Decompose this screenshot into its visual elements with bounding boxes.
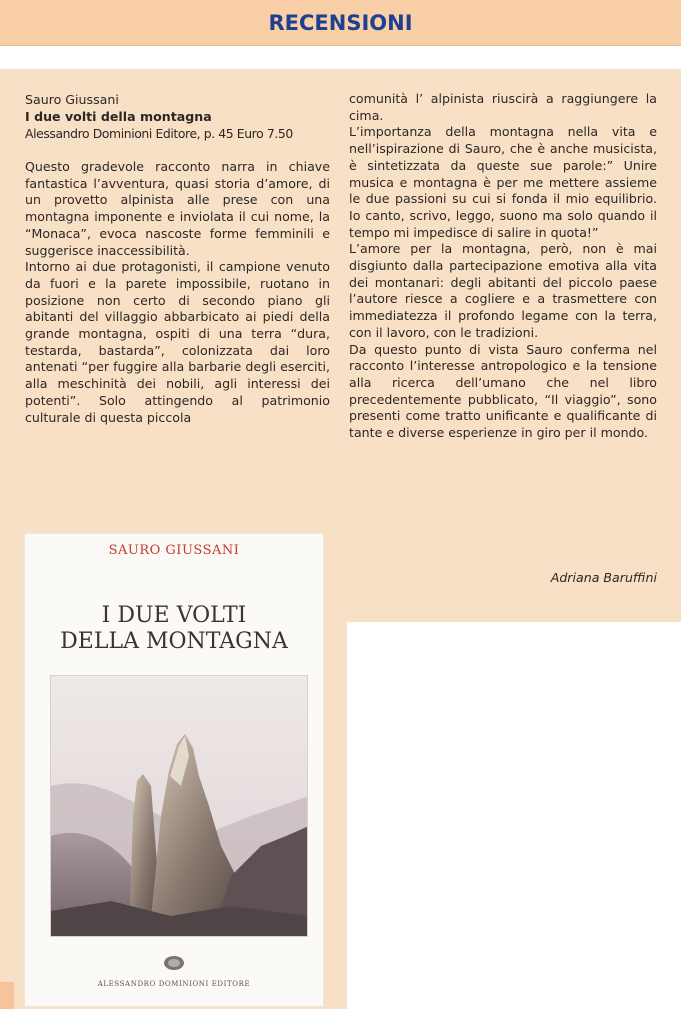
panel-cutout	[347, 622, 681, 1009]
review-paragraph: L’importanza della montagna nella vita e nell’ispirazione di Sauro, che è anche musicista, è sintetizzata da queste sue parole:” Unire musica e montagna è per me mettere assieme le due passioni su cui si fonda il mio equilibrio. Io canto, scrivo, leggo, suono ma solo quando il tempo mi impedisce di salire in quota!”	[349, 124, 657, 240]
review-right-column	[349, 91, 657, 442]
header-gap	[0, 47, 681, 69]
cover-title	[25, 603, 323, 655]
review-signature: Adriana Baruffini	[550, 570, 657, 585]
review-paragraph: comunità l’ alpinista riuscirà a raggiungere la cima.	[349, 91, 657, 123]
review-book-title: I due volti della montagna	[25, 109, 212, 124]
mountain-illustration	[50, 675, 308, 937]
section-title: RECENSIONI	[268, 10, 413, 35]
review-paragraph: Da questo punto di vista Sauro conferma nel racconto l’interesse antropologico e la tensione alla ricerca dell’umano che nel libro precedentemente pubblicato, “Il viaggio”, sono presenti come tratto unificante e qualificante di tante e diverse esperienze in giro per il mondo.	[349, 341, 657, 441]
publisher-logo-icon	[163, 955, 185, 971]
book-cover	[24, 533, 324, 1007]
review-left-column	[25, 91, 330, 426]
section-header	[0, 0, 681, 46]
cover-title-line: DELLA MONTAGNA	[60, 629, 288, 654]
cover-author: SAURO GIUSSANI	[108, 543, 240, 558]
review-author: Sauro Giussani	[25, 92, 119, 107]
cover-title-line: I DUE VOLTI	[101, 603, 247, 628]
review-publisher-line: Alessandro Dominioni Editore, p. 45 Euro 7.50	[25, 126, 293, 141]
review-paragraph: Intorno ai due protagonisti, il campione venuto da fuori e la parete impossibile, ruotano in posizione non certo di secondo piano gli abitanti del villaggio abbarbicato ai piedi della grande montagna, ospiti di una terra “dura, testarda, bastarda”, colonizzata dai loro antenati “per fuggire alla barbarie degli eserciti, alla meschinità dei nobili, agli interessi dei potenti”. Solo attingendo al patrimonio culturale di questa piccola	[25, 259, 330, 425]
review-paragraph: L’amore per la montagna, però, non è mai disgiunto dalla partecipazione emotiva alla vita dei montanari: degli abitanti del piccolo paese l’autore riesce a cogliere e a trasmettere con immediatezza il profondo legame con la terra, con il lavoro, con le tradizioni.	[349, 241, 657, 340]
margin-strip	[0, 982, 14, 1009]
cover-publisher: ALESSANDRO DOMINIONI EDITORE	[97, 980, 251, 988]
review-paragraph: Questo gradevole racconto narra in chiave fantastica l’avventura, quasi storia d’amore, di un provetto alpinista alle prese con una montagna imponente e inviolata il cui nome, la “Monaca”, evoca nascoste forme femminili e suggerisce inaccessibilità.	[25, 159, 330, 258]
